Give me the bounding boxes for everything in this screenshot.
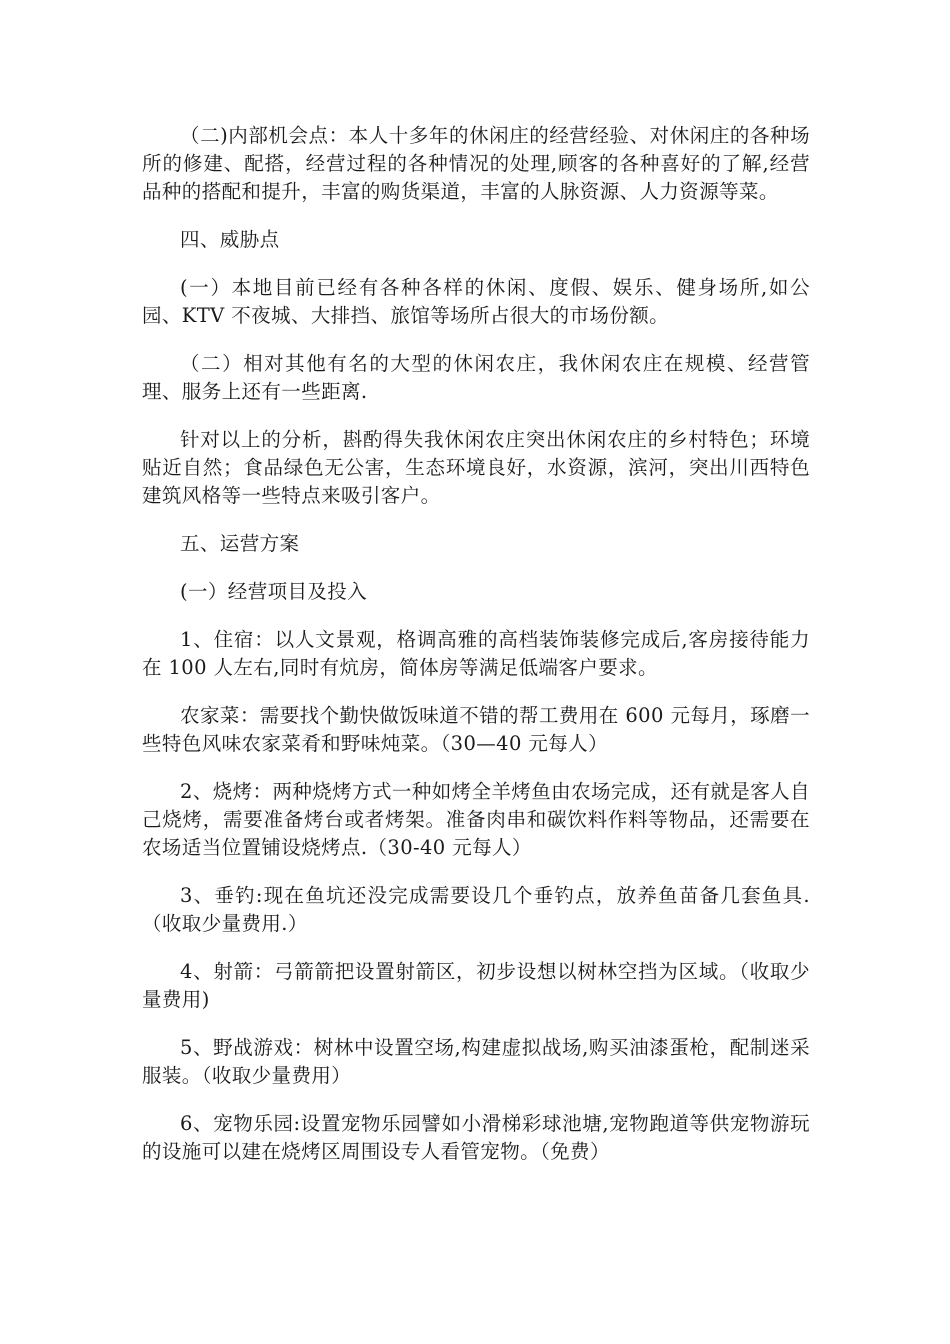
paragraph-threat-1: (一）本地目前已经有各种各样的休闲、度假、娱乐、健身场所,如公园、KTV 不夜城、大排挡、旅馆等场所占很大的市场份额。	[142, 276, 810, 327]
paragraph-pet-park: 6、宠物乐园:设置宠物乐园譬如小滑梯彩球池塘,宠物跑道等供宠物游玩的设施可以建在烧烤区周围设专人看管宠物。（免费）	[142, 1112, 810, 1163]
paragraph-threat-2: （二）相对其他有名的大型的休闲农庄，我休闲农庄在规模、经营管理、服务上还有一些距离.	[142, 352, 810, 403]
paragraph-farm-dishes: 农家菜：需要找个勤快做饭味道不错的帮工费用在 600 元每月，琢磨一些特色风味农家菜肴和野味炖菜。（30—40 元每人）	[142, 704, 810, 755]
heading-operation-plan: 五、运营方案	[180, 532, 300, 555]
subheading-business-items: (一）经营项目及投入	[180, 580, 368, 603]
paragraph-fishing: 3、垂钓:现在鱼坑还没完成需要设几个垂钓点，放养鱼苗备几套鱼具.（收取少量费用.）	[142, 884, 810, 935]
paragraph-analysis-summary: 针对以上的分析，斟酌得失我休闲农庄突出休闲农庄的乡村特色；环境贴近自然；食品绿色无公害，生态环境良好，水资源，滨河，突出川西特色建筑风格等一些特点来吸引客户。	[142, 428, 810, 507]
paragraph-accommodation: 1、住宿：以人文景观，格调高雅的高档装饰装修完成后,客房接待能力在 100 人左右,同时有炕房，简体房等满足低端客户要求。	[142, 628, 810, 679]
paragraph-field-games: 5、野战游戏：树林中设置空场,构建虚拟战场,购买油漆蛋枪，配制迷采服装。（收取少量费用）	[142, 1036, 810, 1087]
paragraph-archery: 4、射箭：弓箭箭把设置射箭区，初步设想以树林空挡为区域。（收取少量费用)	[142, 960, 810, 1011]
heading-threats: 四、威胁点	[180, 228, 280, 251]
document-body	[142, 122, 810, 1186]
paragraph-internal-opportunities: （二)内部机会点：本人十多年的休闲庄的经营经验、对休闲庄的各种场所的修建、配搭，经营过程的各种情况的处理,顾客的各种喜好的了解,经营品种的搭配和提升，丰富的购货渠道，丰富的人脉资源、人力资源等菜。	[142, 124, 810, 203]
paragraph-barbecue: 2、烧烤：两种烧烤方式一种如烤全羊烤鱼由农场完成，还有就是客人自己烧烤，需要准备烤台或者烤架。准备肉串和碳饮料作料等物品，还需要在农场适当位置铺设烧烤点.（30-40 元每人）	[142, 780, 810, 859]
